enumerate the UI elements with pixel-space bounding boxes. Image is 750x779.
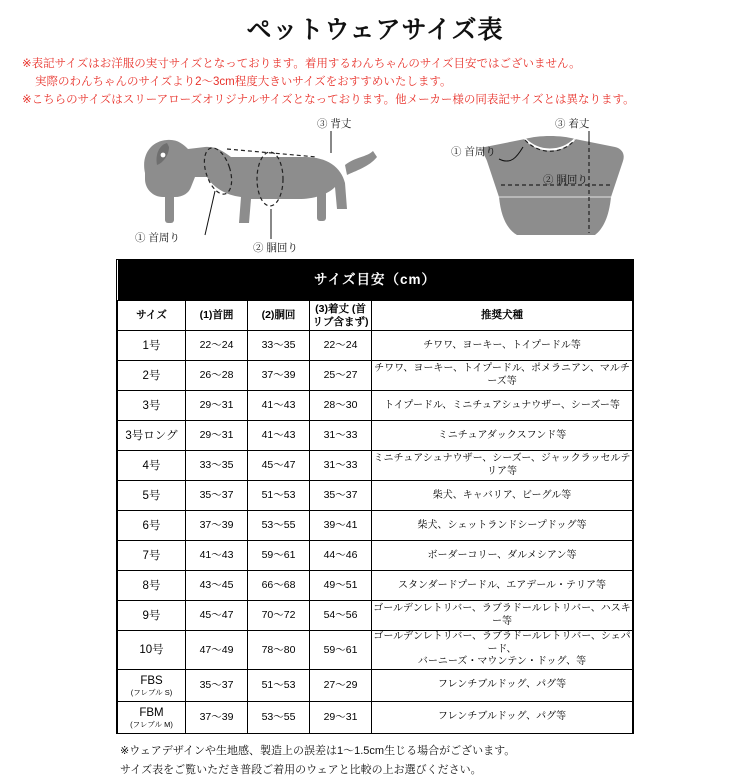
cell-size-main: FBS [140,674,163,687]
table-row [118,541,633,571]
footer-line-1: ※ウェアデザインや生地感、製造上の誤差は1〜1.5cm生じる場合がございます。 [120,744,516,757]
cell-size: 5号 [118,481,186,511]
cell-size: 3号ロング [118,421,186,451]
note-line-2: 実際のわんちゃんのサイズより2〜3cm程度大きいサイズをおすすめいたします。 [35,75,452,88]
table-header-row [118,301,633,331]
size-table-wrapper [116,259,634,734]
cell-length: 49〜51 [310,571,372,601]
cell-chest: 51〜53 [248,669,310,701]
table-row [118,601,633,631]
cell-size: 7号 [118,541,186,571]
cell-size: 4号 [118,451,186,481]
cell-length: 31〜33 [310,421,372,451]
cell-neck: 37〜39 [186,701,248,733]
cell-neck: 37〜39 [186,511,248,541]
cell-length: 22〜24 [310,331,372,361]
illustration-area [0,113,750,253]
cell-size: 9号 [118,601,186,631]
cell-breed: フレンチブルドッグ、パグ等 [372,701,633,733]
cell-breed [372,631,633,670]
cell-breed: トイプードル、ミニチュアシュナウザー、シーズー等 [372,391,633,421]
dog-label-neck: ① 首周り [135,232,180,245]
cell-chest: 66〜68 [248,571,310,601]
cell-chest: 33〜35 [248,331,310,361]
cell-size-sub: (フレブル M) [130,719,173,729]
cell-neck: 43〜45 [186,571,248,601]
header-chest: (2)胴回 [248,301,310,331]
cell-breed: チワワ、ヨーキー、トイプードル、ポメラニアン、マルチーズ等 [372,361,633,391]
cell-length: 27〜29 [310,669,372,701]
table-caption-row [118,260,633,301]
cell-size: 10号 [118,631,186,670]
table-row [118,361,633,391]
dog-label-back: ③ 背丈 [317,118,352,131]
cell-size [118,669,186,701]
cell-neck: 26〜28 [186,361,248,391]
table-row [118,331,633,361]
table-row [118,451,633,481]
table-row [118,631,633,670]
cell-chest: 59〜61 [248,541,310,571]
cell-neck: 29〜31 [186,391,248,421]
measurement-diagram [55,113,695,253]
cell-length: 35〜37 [310,481,372,511]
garment-label-neck: ① 首周り [451,146,496,159]
cell-breed: ゴールデンレトリバー、ラブラドールレトリバー、ハスキー等 [372,601,633,631]
cell-length: 59〜61 [310,631,372,670]
cell-size [118,701,186,733]
table-row [118,701,633,733]
cell-size: 8号 [118,571,186,601]
table-row [118,669,633,701]
cell-size: 1号 [118,331,186,361]
cell-chest: 45〜47 [248,451,310,481]
cell-breed: ミニチュアシュナウザー、シーズー、ジャックラッセルテリア等 [372,451,633,481]
dog-label-chest: ② 胴回り [253,242,298,254]
cell-chest: 41〜43 [248,391,310,421]
header-length-sub: (首リブ含まず) [312,302,369,328]
cell-size: 6号 [118,511,186,541]
garment-label-chest: ② 胴回り [543,174,588,187]
cell-size: 3号 [118,391,186,421]
header-length-main: (3)着丈 [315,302,349,315]
cell-breed-line2: バーニーズ・マウンテン・ドッグ、等 [417,656,587,668]
cell-neck: 35〜37 [186,669,248,701]
header-size: サイズ [118,301,186,331]
notes-block [22,56,728,109]
cell-breed: ミニチュアダックスフンド等 [372,421,633,451]
cell-chest: 78〜80 [248,631,310,670]
cell-neck: 29〜31 [186,421,248,451]
cell-breed: スタンダードプードル、エアデール・テリア等 [372,571,633,601]
cell-length: 44〜46 [310,541,372,571]
garment-label-length: ③ 着丈 [555,118,590,131]
cell-breed: チワワ、ヨーキー、トイプードル等 [372,331,633,361]
cell-neck: 33〜35 [186,451,248,481]
cell-breed: ボーダーコリー、ダルメシアン等 [372,541,633,571]
cell-chest: 70〜72 [248,601,310,631]
header-breed: 推奨犬種 [372,301,633,331]
cell-breed: 柴犬、キャバリア、ビーグル等 [372,481,633,511]
cell-chest: 37〜39 [248,361,310,391]
note-line-1: ※表記サイズはお洋服の実寸サイズとなっております。着用するわんちゃんのサイズ目安ではございません。 [22,58,581,70]
header-neck: (1)首囲 [186,301,248,331]
table-row [118,571,633,601]
cell-neck: 45〜47 [186,601,248,631]
cell-chest: 53〜55 [248,511,310,541]
cell-chest: 53〜55 [248,701,310,733]
table-caption: サイズ目安（cm） [118,260,633,301]
table-row [118,421,633,451]
table-row [118,391,633,421]
size-table [117,260,633,734]
cell-neck: 41〜43 [186,541,248,571]
cell-breed-line1: ゴールデンレトリバー、ラブラドールレトリバー、シェパード、 [373,631,631,655]
footer-line-2: サイズ表をご覧いただき普段ご着用のウェアと比較の上お選びください。 [120,763,482,776]
cell-length: 28〜30 [310,391,372,421]
cell-size-main: FBM [139,706,164,719]
note-line-3: ※こちらのサイズはスリーアローズオリジナルサイズとなっております。他メーカー様の同表記サイズとは異なります。 [22,93,635,106]
cell-chest: 41〜43 [248,421,310,451]
cell-neck: 22〜24 [186,331,248,361]
cell-neck: 35〜37 [186,481,248,511]
cell-length: 39〜41 [310,511,372,541]
dog-illustration [144,140,377,223]
cell-size: 2号 [118,361,186,391]
cell-neck: 47〜49 [186,631,248,670]
cell-size-sub: (フレブル S) [130,687,173,697]
cell-chest: 51〜53 [248,481,310,511]
table-row [118,511,633,541]
cell-length: 25〜27 [310,361,372,391]
footer-notes [120,742,630,779]
header-length [310,301,372,331]
cell-breed: フレンチブルドッグ、パグ等 [372,669,633,701]
table-row [118,481,633,511]
cell-length: 54〜56 [310,601,372,631]
page-title: ペットウェアサイズ表 [246,16,504,44]
cell-breed: 柴犬、シェットランドシープドッグ等 [372,511,633,541]
cell-length: 29〜31 [310,701,372,733]
cell-length: 31〜33 [310,451,372,481]
